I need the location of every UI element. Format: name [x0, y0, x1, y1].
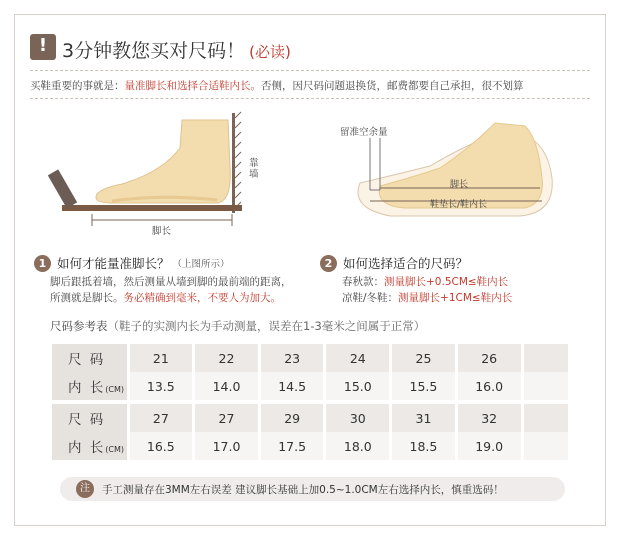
page-title: 3分钟教您买对尺码！ (必读) [62, 40, 291, 62]
section-choose-header: 2 如何选择适合的尺码？ [320, 254, 468, 272]
table-row: 内 长(CM) 16.5 17.0 17.5 18.0 18.5 19.0 [52, 432, 568, 460]
choose-instruction: 春秋款：测量脚长+0.5CM≤鞋内长 凉鞋/冬鞋：测量脚长+1CM≤鞋内长 [342, 276, 513, 304]
size-table [52, 344, 568, 460]
required-tag: (必读) [249, 43, 291, 61]
divider [30, 70, 590, 71]
right-foot-length-label: 脚长 [450, 180, 469, 190]
table-row: 内 长(CM) 13.5 14.0 14.5 15.0 15.5 16.0 [52, 372, 568, 400]
shoe-fit-diagram [320, 108, 580, 248]
step-number-2: 2 [320, 255, 337, 272]
insole-length-label: 鞋垫长/鞋内长 [430, 200, 488, 210]
foot-measure-diagram [42, 108, 287, 248]
step-number-1: 1 [34, 255, 51, 272]
measure-instruction: 脚后跟抵着墙，然后测量从墙到脚的最前端的距离， 所测就是脚长。务必精确到毫米，不要人为加大。 [50, 276, 292, 304]
note-icon: 注 [76, 480, 94, 498]
section-measure-header: 1 如何才能量准脚长？ （上图所示） [34, 254, 230, 272]
footer-note [60, 477, 565, 501]
size-table-title: 尺码参考表（鞋子的实测内长为手动测量，误差在1-3毫米之间属于正常） [50, 319, 426, 333]
foot-length-label: 脚长 [152, 226, 172, 237]
table-row: 尺 码 21 22 23 24 25 26 [52, 344, 568, 372]
space-label: 留准空余量 [340, 127, 388, 138]
warning-icon: ! [30, 34, 56, 60]
divider [30, 98, 590, 99]
wall-label: 靠墙 [249, 158, 259, 180]
table-row: 尺 码 27 27 29 30 31 32 [52, 404, 568, 432]
footer-note-text: 手工测量存在3MM左右误差 建议脚长基础上加0.5~1.0CM左右选择内长，慎重选码！ [102, 484, 504, 496]
intro-text: 买鞋重要的事就是：量准脚长和选择合适鞋内长。否侧，因尺码问题退换货，邮费都要自己承担，很不划算 [30, 80, 524, 92]
